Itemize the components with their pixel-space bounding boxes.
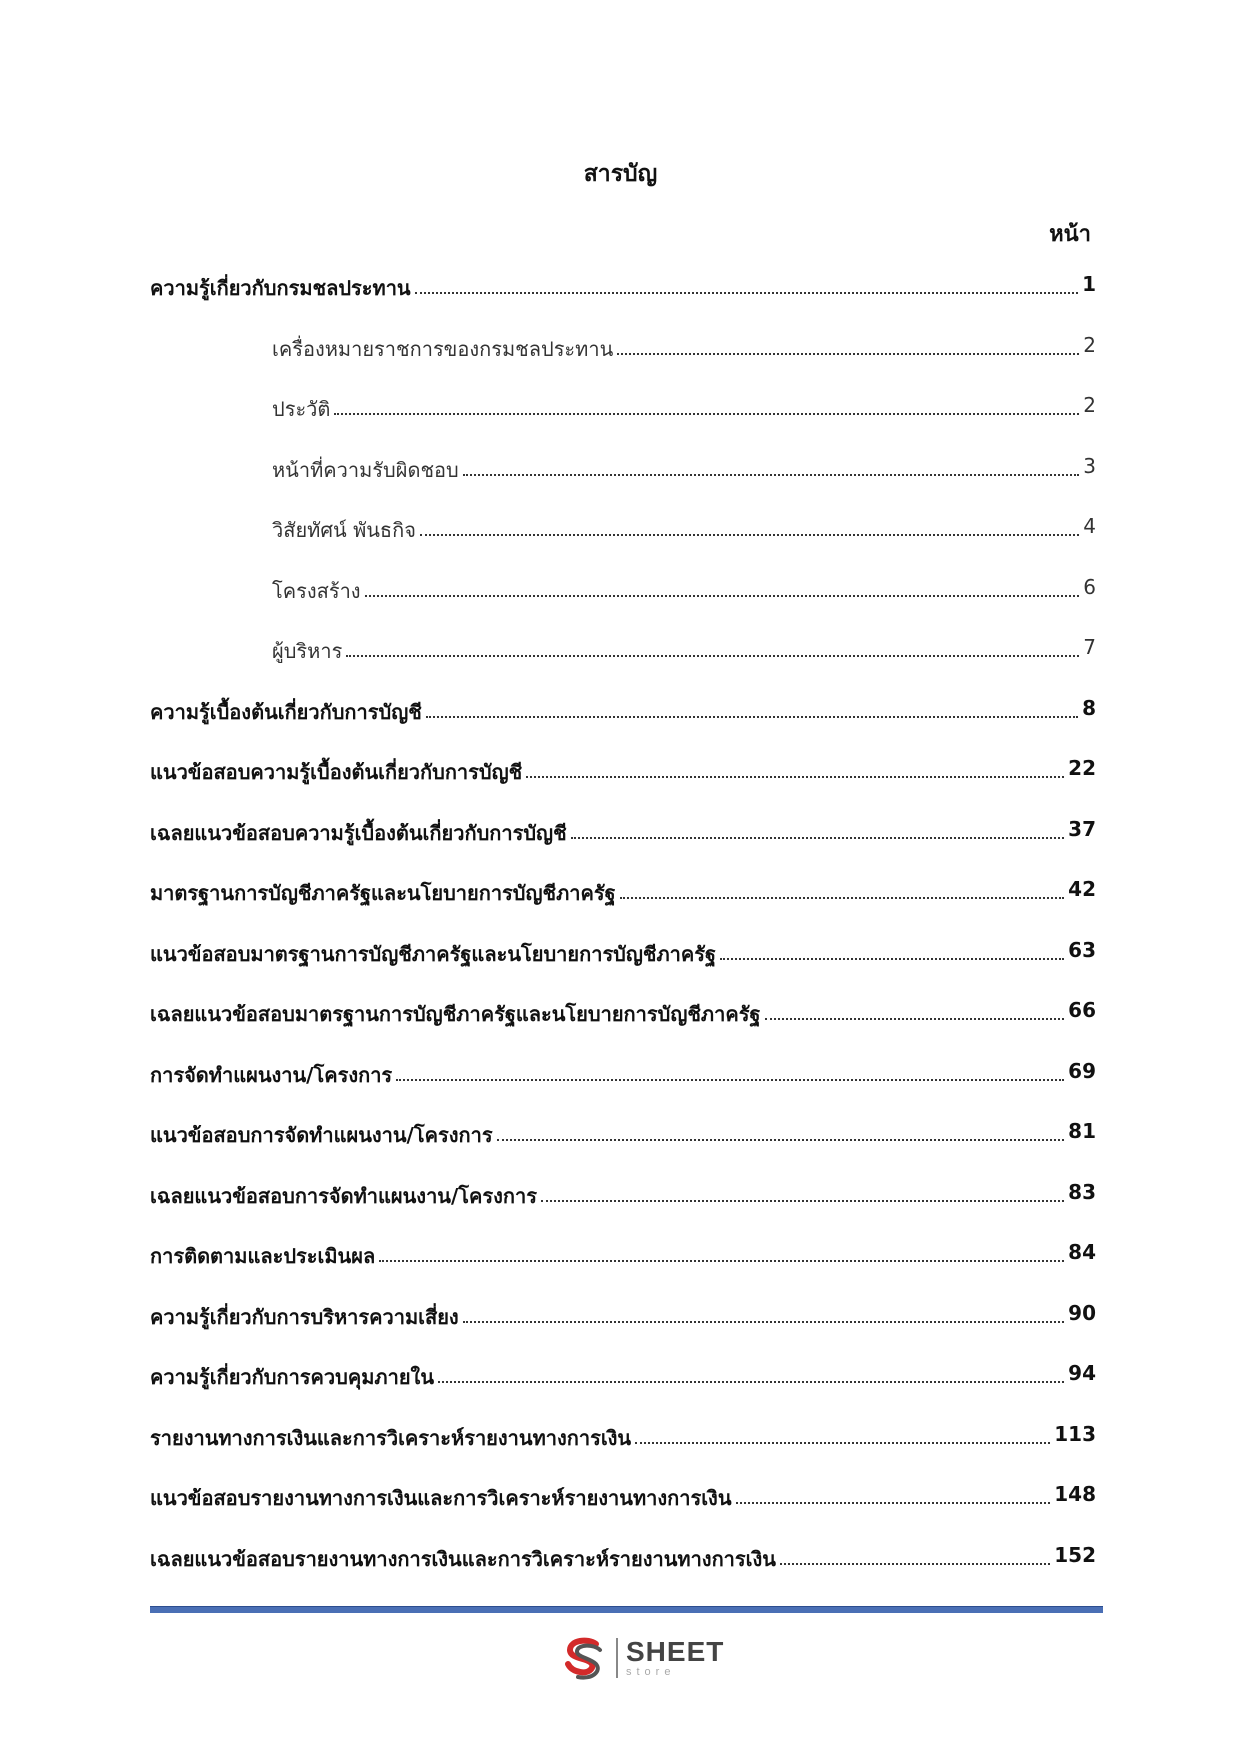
toc-entry-page: 148 bbox=[1054, 1482, 1096, 1506]
toc-entry bbox=[150, 1059, 1096, 1120]
toc-entry bbox=[150, 756, 1096, 817]
toc-leader-dots bbox=[765, 998, 1065, 1020]
toc-leader-dots bbox=[346, 635, 1079, 657]
toc-leader-dots bbox=[541, 1180, 1064, 1202]
toc-leader-dots bbox=[396, 1059, 1064, 1081]
footer-divider bbox=[150, 1606, 1103, 1613]
toc-leader-dots bbox=[620, 877, 1064, 899]
toc-leader-dots bbox=[334, 393, 1079, 415]
toc-leader-dots bbox=[780, 1543, 1050, 1565]
toc-entry bbox=[150, 393, 1096, 454]
toc-entry-page: 83 bbox=[1068, 1179, 1096, 1204]
toc-entry-label: ผู้บริหาร bbox=[272, 639, 343, 663]
toc-entry bbox=[150, 333, 1096, 394]
toc-leader-dots bbox=[420, 514, 1079, 536]
toc-entry-label: แนวข้อสอบรายงานทางการเงินและการวิเคราะห์รายงานทางการเงิน bbox=[150, 1486, 732, 1510]
toc-leader-dots bbox=[497, 1119, 1065, 1141]
toc-entry-label: ความรู้เบื้องต้นเกี่ยวกับการบัญชี bbox=[150, 699, 422, 724]
toc-entry bbox=[150, 272, 1096, 333]
toc-entry-label: ความรู้เกี่ยวกับกรมชลประทาน bbox=[150, 276, 411, 300]
toc-entry-page: 22 bbox=[1068, 756, 1096, 780]
table-of-contents bbox=[150, 272, 1096, 1603]
toc-leader-dots bbox=[463, 454, 1080, 476]
toc-entry bbox=[150, 514, 1096, 575]
page-column-header: หน้า bbox=[1049, 222, 1091, 247]
toc-entry-page: 90 bbox=[1068, 1300, 1096, 1325]
toc-entry bbox=[150, 938, 1096, 999]
toc-entry-page: 2 bbox=[1083, 332, 1096, 357]
toc-entry bbox=[150, 1361, 1096, 1422]
toc-leader-dots bbox=[526, 756, 1064, 778]
toc-leader-dots bbox=[617, 333, 1079, 355]
logo-name: SHEET bbox=[626, 1636, 725, 1667]
toc-entry-page: 66 bbox=[1068, 998, 1096, 1022]
toc-entry bbox=[150, 877, 1096, 938]
toc-entry-page: 81 bbox=[1068, 1119, 1096, 1143]
toc-leader-dots bbox=[379, 1240, 1064, 1262]
toc-entry bbox=[150, 817, 1096, 878]
toc-entry-page: 152 bbox=[1054, 1542, 1096, 1567]
toc-leader-dots bbox=[571, 817, 1065, 839]
toc-leader-dots bbox=[426, 696, 1078, 718]
toc-entry-page: 42 bbox=[1068, 877, 1096, 901]
toc-entry-page: 113 bbox=[1054, 1421, 1096, 1446]
toc-entry-label: แนวข้อสอบมาตรฐานการบัญชีภาครัฐและนโยบายการบัญชีภาครัฐ bbox=[150, 941, 717, 966]
toc-entry bbox=[150, 1240, 1096, 1301]
toc-leader-dots bbox=[365, 575, 1080, 597]
toc-entry-page: 2 bbox=[1083, 393, 1096, 417]
toc-entry-label: แนวข้อสอบการจัดทำแผนงาน/โครงการ bbox=[150, 1123, 493, 1147]
toc-entry-page: 1 bbox=[1082, 272, 1096, 296]
toc-entry bbox=[150, 1422, 1096, 1483]
toc-entry bbox=[150, 1543, 1096, 1604]
toc-entry-label: เฉลยแนวข้อสอบรายงานทางการเงินและการวิเคราะห์รายงานทางการเงิน bbox=[150, 1546, 776, 1571]
toc-entry-page: 84 bbox=[1068, 1240, 1096, 1264]
toc-entry-page: 4 bbox=[1083, 514, 1096, 538]
footer-logo bbox=[560, 1630, 724, 1686]
toc-entry-page: 69 bbox=[1068, 1058, 1096, 1083]
toc-entry-label: แนวข้อสอบความรู้เบื้องต้นเกี่ยวกับการบัญชี bbox=[150, 760, 523, 784]
toc-entry bbox=[150, 635, 1096, 696]
toc-entry-label: มาตรฐานการบัญชีภาครัฐและนโยบายการบัญชีภาครัฐ bbox=[150, 881, 616, 905]
toc-entry-label: วิสัยทัศน์ พันธกิจ bbox=[272, 518, 416, 542]
toc-entry bbox=[150, 575, 1096, 636]
toc-leader-dots bbox=[438, 1361, 1064, 1383]
toc-entry-label: เฉลยแนวข้อสอบการจัดทำแผนงาน/โครงการ bbox=[150, 1183, 537, 1208]
toc-entry bbox=[150, 454, 1096, 515]
toc-entry-page: 7 bbox=[1083, 635, 1096, 659]
toc-entry-page: 37 bbox=[1068, 816, 1096, 841]
toc-entry bbox=[150, 1482, 1096, 1543]
toc-entry-label: หน้าที่ความรับผิดชอบ bbox=[272, 457, 459, 482]
toc-entry-label: ประวัติ bbox=[272, 397, 331, 421]
logo-text bbox=[626, 1638, 724, 1678]
toc-entry-label: ความรู้เกี่ยวกับการควบคุมภายใน bbox=[150, 1365, 434, 1389]
sheet-store-logo-icon bbox=[560, 1634, 608, 1682]
toc-entry-label: การติดตามและประเมินผล bbox=[150, 1244, 376, 1268]
toc-entry-label: การจัดทำแผนงาน/โครงการ bbox=[150, 1062, 393, 1087]
toc-leader-dots bbox=[635, 1422, 1050, 1444]
toc-entry-label: เฉลยแนวข้อสอบความรู้เบื้องต้นเกี่ยวกับการบัญชี bbox=[150, 820, 567, 845]
toc-entry bbox=[150, 998, 1096, 1059]
toc-entry-page: 94 bbox=[1068, 1361, 1096, 1385]
logo-subtitle: store bbox=[626, 1666, 676, 1678]
toc-entry bbox=[150, 1180, 1096, 1241]
logo-divider bbox=[616, 1638, 618, 1678]
toc-entry bbox=[150, 1301, 1096, 1362]
toc-entry-label: โครงสร้าง bbox=[272, 578, 361, 603]
toc-leader-dots bbox=[720, 938, 1064, 960]
page-title: สารบัญ bbox=[583, 161, 658, 187]
toc-entry-label: รายงานทางการเงินและการวิเคราะห์รายงานทางการเงิน bbox=[150, 1425, 632, 1450]
toc-leader-dots bbox=[463, 1301, 1064, 1323]
toc-entry-page: 3 bbox=[1083, 453, 1096, 478]
toc-leader-dots bbox=[415, 272, 1078, 294]
toc-entry-page: 6 bbox=[1083, 574, 1096, 599]
toc-entry-label: เฉลยแนวข้อสอบมาตรฐานการบัญชีภาครัฐและนโยบายการบัญชีภาครัฐ bbox=[150, 1002, 761, 1026]
toc-leader-dots bbox=[736, 1482, 1051, 1504]
toc-entry bbox=[150, 1119, 1096, 1180]
toc-entry bbox=[150, 696, 1096, 757]
toc-entry-page: 8 bbox=[1082, 695, 1096, 720]
toc-entry-label: เครื่องหมายราชการของกรมชลประทาน bbox=[272, 336, 614, 361]
toc-entry-page: 63 bbox=[1068, 937, 1096, 962]
toc-entry-label: ความรู้เกี่ยวกับการบริหารความเสี่ยง bbox=[150, 1304, 459, 1329]
